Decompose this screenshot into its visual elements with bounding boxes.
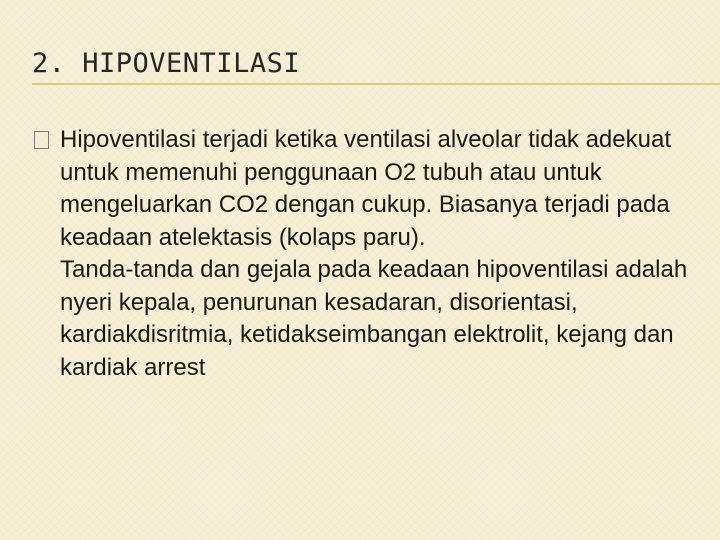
bullet-text xyxy=(60,124,704,384)
paragraph-symptoms: Tanda-tanda dan gejala pada keadaan hipoventilasi adalah nyeri kepala, penurunan kesadaran, disorientasi, kardiakdisritmia, ketidakseimbangan elektrolit, kejang dan kardiak arrest xyxy=(60,256,688,381)
title-underline xyxy=(32,83,720,85)
slide-title: 2. HIPOVENTILASI xyxy=(32,48,301,79)
square-bullet-icon xyxy=(34,131,49,149)
paragraph-definition: Hipoventilasi terjadi ketika ventilasi alveolar tidak adekuat untuk memenuhi penggunaan O2 tubuh atau untuk mengeluarkan CO2 dengan cukup. Biasanya terjadi pada keadaan atelektasis (kolaps paru). xyxy=(60,126,671,251)
